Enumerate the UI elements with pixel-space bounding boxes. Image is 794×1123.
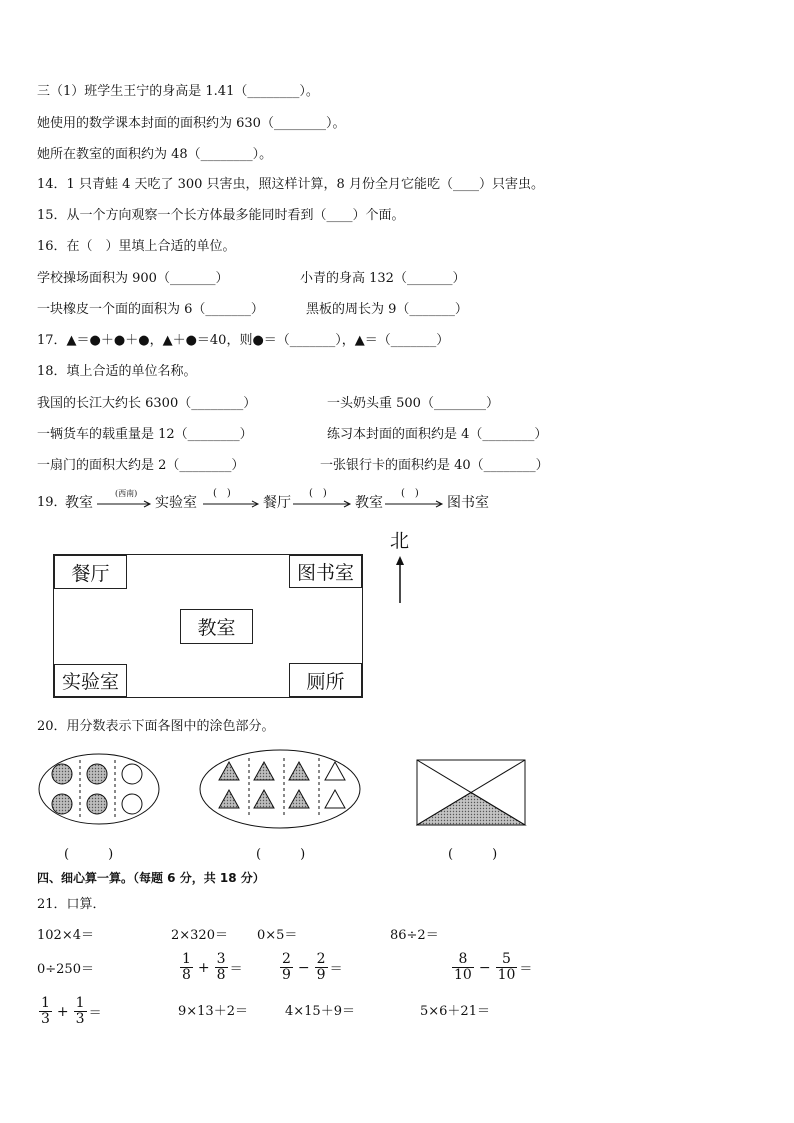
operator: −: [478, 959, 491, 976]
north-arrow-icon: [393, 556, 407, 604]
q19-step-classroom: 教室: [65, 495, 93, 511]
fraction: $\frac{8}{10}$: [454, 951, 472, 983]
question-line: 三（1）班学生王宁的身高是 1.41（________）。: [37, 84, 319, 99]
figure-triangles-oval: [199, 748, 361, 830]
q19-step-canteen: 餐厅: [263, 495, 291, 511]
room-library: 图书室: [289, 555, 362, 588]
arrow-right-icon: [293, 498, 353, 508]
fraction: $\frac{1}{3}$: [41, 995, 50, 1027]
equals-sign: ＝: [519, 962, 533, 977]
equals-sign: ＝: [329, 962, 343, 977]
answer-blank: ( ): [448, 847, 498, 862]
question-18: 18．填上合适的单位名称。: [37, 364, 197, 379]
question-14: 14．1 只青蛙 4 天吃了 300 只害虫，照这样计算，8 月份全月它能吃（____）只害虫。: [37, 177, 544, 192]
q19-arrow-label: (西南): [115, 489, 138, 498]
fraction: $\frac{2}{9}$: [282, 951, 291, 983]
question-18c: 一辆货车的载重量是 12（________）: [37, 427, 253, 442]
question-line: 她使用的数学课本封面的面积约为 630（________）。: [37, 116, 346, 131]
fraction: $\frac{1}{8}$: [182, 951, 191, 983]
q19-step-lab: 实验室: [155, 495, 197, 511]
figure-rectangle-diagonals: [416, 759, 528, 827]
question-18a: 我国的长江大约长 6300（________）: [37, 396, 257, 411]
question-15: 15．从一个方向观察一个长方体最多能同时看到（____）个面。: [37, 208, 405, 223]
fraction-expression: [178, 952, 243, 983]
question-19-route: [37, 486, 517, 516]
q19-number: 19．: [37, 495, 67, 510]
equals-sign: ＝: [229, 962, 243, 977]
calc-item: 102×4＝: [37, 928, 94, 943]
arrow-right-icon: [97, 498, 153, 508]
question-16a: 学校操场面积为 900（_______）: [37, 271, 229, 286]
calc-item: 9×13＋2＝: [178, 1004, 248, 1019]
fraction: $\frac{1}{3}$: [75, 995, 85, 1027]
q19-arrow-label: ( ): [401, 488, 419, 499]
figure-circles-oval: [37, 752, 161, 826]
question-18f: 一张银行卡的面积约是 40（________）: [320, 458, 549, 473]
fraction: $\frac{3}{8}$: [216, 951, 226, 983]
question-18d: 练习本封面的面积约是 4（________）: [327, 427, 548, 442]
calc-item: 5×6＋21＝: [420, 1004, 490, 1019]
question-16b: 小青的身高 132（_______）: [300, 271, 466, 286]
question-20: 20．用分数表示下面各图中的涂色部分。: [37, 719, 275, 734]
fraction: $\frac{2}{9}$: [316, 951, 326, 983]
calc-item: 4×15＋9＝: [285, 1004, 355, 1019]
calc-item: 0÷250＝: [37, 962, 94, 977]
question-16: 16．在（ ）里填上合适的单位。: [37, 239, 236, 254]
equals-sign: ＝: [88, 1006, 102, 1021]
operator: +: [56, 1003, 69, 1020]
q19-arrow-label: ( ): [309, 488, 327, 499]
operator: −: [297, 959, 310, 976]
north-label: 北: [390, 530, 410, 552]
question-16c: 一块橡皮一个面的面积为 6（_______）: [37, 302, 264, 317]
question-21: 21．口算．: [37, 897, 106, 912]
calc-item: 86÷2＝: [390, 928, 439, 943]
question-line: 她所在教室的面积约为 48（________）。: [37, 147, 273, 162]
room-lab: 实验室: [54, 664, 127, 697]
question-17: 17．▲＝●＋●＋●，▲＋●＝40，则●＝（_______），▲＝（_______）: [37, 333, 450, 348]
operator: +: [197, 959, 210, 976]
answer-blank: ( ): [64, 847, 114, 862]
arrow-right-icon: [203, 498, 261, 508]
question-18e: 一扇门的面积大约是 2（________）: [37, 458, 245, 473]
fraction: $\frac{5}{10}$: [497, 951, 516, 983]
room-canteen: 餐厅: [54, 555, 127, 589]
calc-item: 0×5＝: [257, 928, 298, 943]
question-18b: 一头奶头重 500（________）: [327, 396, 499, 411]
q19-step-library: 图书室: [447, 495, 489, 511]
calc-item: 2×320＝: [171, 928, 228, 943]
section-heading: 四、细心算一算。（每题 6 分，共 18 分）: [37, 871, 265, 885]
q19-step-classroom: 教室: [355, 495, 383, 511]
question-16d: 黑板的周长为 9（_______）: [306, 302, 468, 317]
answer-blank: ( ): [256, 847, 306, 862]
arrow-right-icon: [385, 498, 445, 508]
q19-arrow-label: ( ): [213, 488, 231, 499]
school-map: [53, 554, 363, 698]
room-toilet: 厕所: [289, 663, 362, 697]
room-classroom: 教室: [180, 609, 253, 644]
fraction-expression: [278, 952, 343, 983]
fraction-expression: [450, 952, 532, 983]
fraction-expression: [37, 996, 102, 1027]
